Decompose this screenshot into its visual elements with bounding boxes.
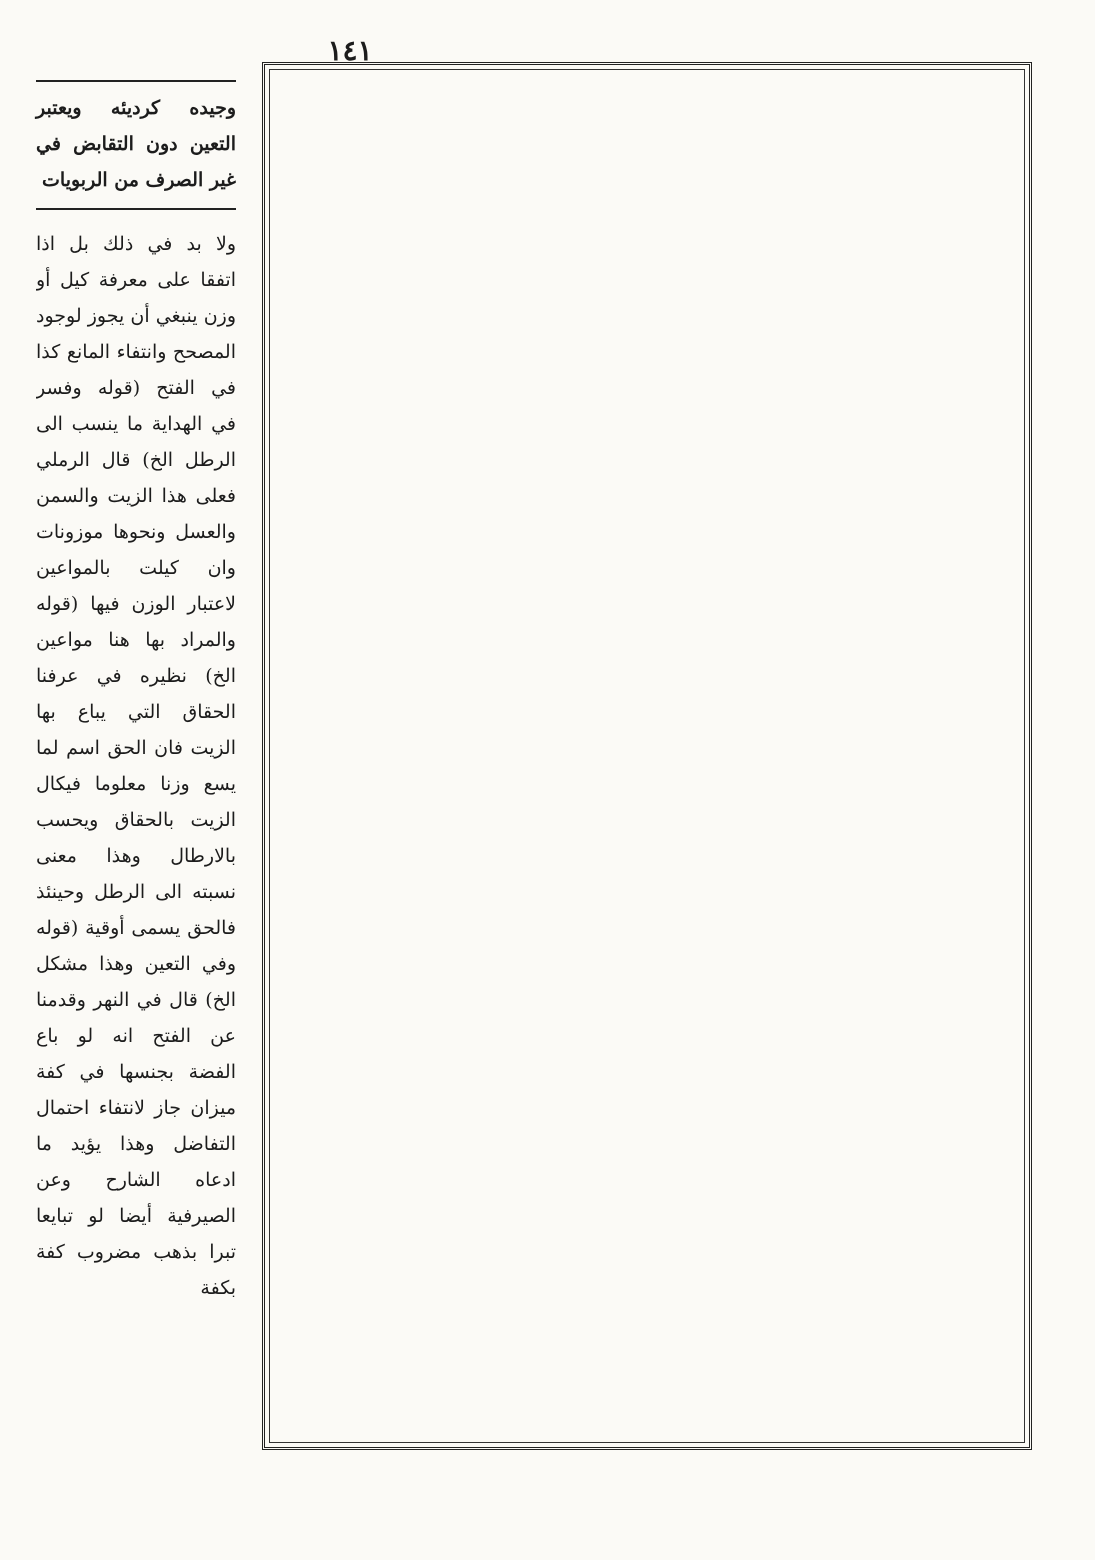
margin-paragraph: ولا بد في ذلك بل اذا اتفقا على معرفة كيل أو وزن ينبغي أن يجوز لوجود المصحح وانتفاء المانع كذا في الفتح (قوله وفسر في الهداية ما ينسب الى الرطل الخ) قال الرملي فعلى هذا الزيت والسمن والعسل ونحوها موزونات وان كيلت بالمواعين لاعتبار الوزن فيها (قوله والمراد بها هنا مواعين الخ) نظيره في عرفنا الحقاق التي يباع بها الزيت فان الحق اسم لما يسع وزنا معلوما فيكال الزيت بالحقاق ويحسب بالارطال وهذا معنى نسبته الى الرطل وحينئذ فالحق يسمى أوقية (قوله وفي التعين وهذا مشكل الخ) قال في النهر وقدمنا عن الفتح انه لو باع الفضة بجنسها في كفة ميزان جاز لانتفاء احتمال التفاضل وهذا يؤيد ما ادعاه الشارح وعن الصيرفية أيضا لو تبايعا تبرا بذهب مضروب كفة بكفة (36, 233, 236, 1299)
margin-top-rule (36, 80, 236, 82)
margin-divider-rule (36, 208, 236, 210)
margin-commentary-block (36, 226, 236, 1436)
page-number: ١٤١ (327, 34, 373, 67)
main-text-block (272, 80, 1024, 1435)
margin-heading: وجيده كرديئه ويعتبر التعين دون التقابض في غير الصرف من الربويات (36, 97, 236, 191)
